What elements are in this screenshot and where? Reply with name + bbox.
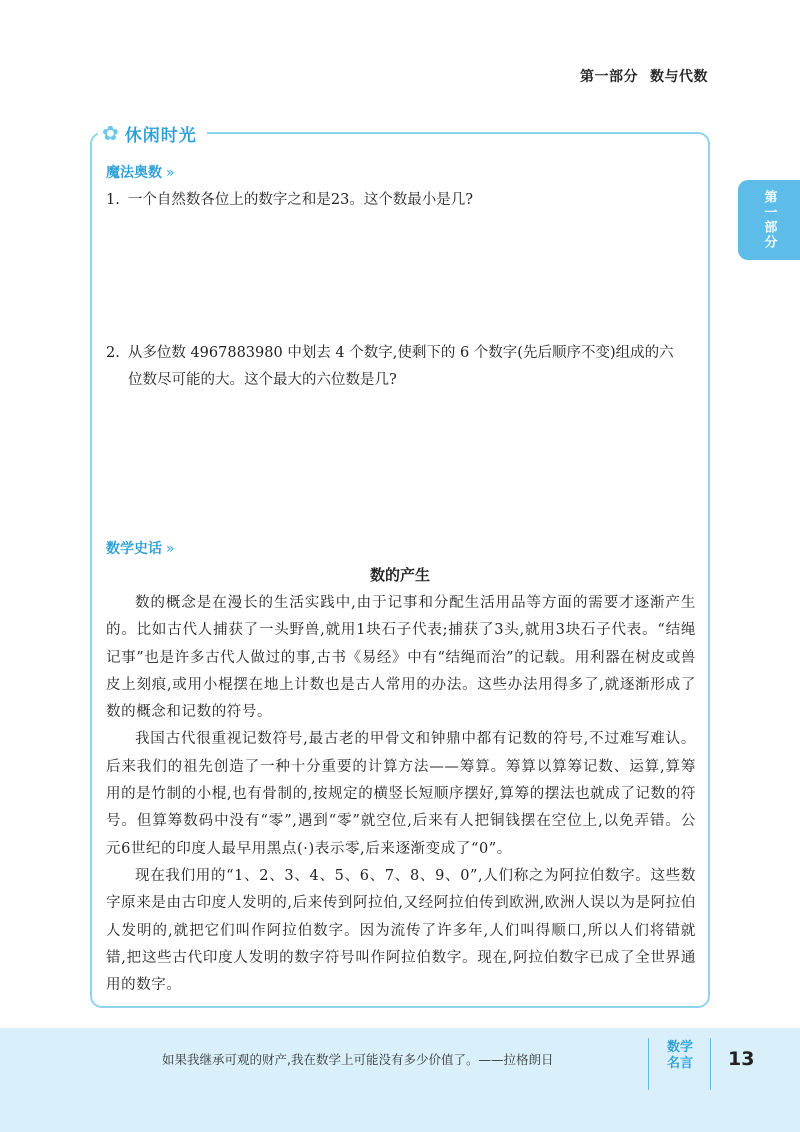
double-chevron-icon: » xyxy=(166,165,175,181)
question-2-number: 2. xyxy=(106,345,120,361)
side-tab[interactable] xyxy=(738,180,800,260)
history-section-title xyxy=(106,538,175,558)
story-title: 数的产生 xyxy=(369,566,430,584)
footer-quote: 如果我继承可观的财产,我在数学上可能没有多少价值了。——拉格朗日 xyxy=(162,1052,554,1067)
question-2-line-1: 从多位数 4967883980 中划去 4 个数字,使剩下的 6 个数字(先后顺序不变)组成的六 xyxy=(127,345,674,361)
story-paragraph-2: 我国古代很重视记数符号,最古老的甲骨文和钟鼎中都有记数的符号,不过难写难认。后来我们的祖先创造了一种十分重要的计算方法——筹算。筹算以算筹记数、运算,算筹用的是竹制的小棍,也有骨制的,按规定的横竖长短顺序摆好,算筹的摆法也就成了记数的符号。但算筹数码中没有“零”,遇到“零”就空位,后来有人把铜钱摆在空位上,以免弄错。公元6世纪的印度人最早用黑点(·)表示零,后来逐渐变成了“0”。 xyxy=(106,731,696,857)
page-footer xyxy=(0,1028,800,1132)
chapter-header xyxy=(580,66,708,86)
question-1 xyxy=(106,187,694,214)
story-paragraph-1: 数的概念是在漫长的生活实践中,由于记事和分配生活用品等方面的需要才逐渐产生的。比如古代人捕获了一头野兽,就用1块石子代表;捕获了3头,就用3块石子代表。“结绳记事”也是许多古代人做过的事,古书《易经》中有“结绳而治”的记载。用利器在树皮或兽皮上刻痕,或用小棍摆在地上计数也是古人常用的办法。这些办法用得多了,就逐渐形成了数的概念和记数的符号。 xyxy=(106,595,696,721)
box-title-text: 休闲时光 xyxy=(124,125,197,146)
box-title xyxy=(98,118,207,148)
flower-icon: ✿ xyxy=(102,121,119,145)
question-1-number: 1. xyxy=(106,192,120,208)
history-title-text: 数学史话 xyxy=(106,541,162,557)
magic-section-title xyxy=(106,162,175,182)
question-1-text: 一个自然数各位上的数字之和是23。这个数最小是几? xyxy=(127,192,474,208)
footer-divider xyxy=(710,1038,711,1090)
page-number: 13 xyxy=(728,1048,755,1070)
story-body xyxy=(106,590,696,999)
footer-tag-line-1: 数学 xyxy=(666,1040,693,1055)
story-paragraph-3: 现在我们用的“1、2、3、4、5、6、7、8、9、0”,人们称之为阿拉伯数字。这些数字原来是由古印度人发明的,后来传到阿拉伯,又经阿拉伯传到欧洲,欧洲人误以为是阿拉伯人发明的,就把它们叫作阿拉伯数字。因为流传了许多年,人们叫得顺口,所以人们将错就错,把这些古代印度人发明的数字符号叫作阿拉伯数字。现在,阿拉伯数字已成了全世界通用的数字。 xyxy=(106,867,696,994)
question-2-line-2: 位数尽可能的大。这个最大的六位数是几? xyxy=(128,372,397,388)
magic-title-text: 魔法奥数 xyxy=(106,165,162,181)
footer-tag xyxy=(660,1040,700,1072)
question-2 xyxy=(106,340,694,394)
footer-divider xyxy=(648,1038,649,1090)
side-tab-label: 第一部分 xyxy=(761,190,777,250)
double-chevron-icon: » xyxy=(166,541,175,557)
footer-tag-line-2: 名言 xyxy=(666,1056,693,1071)
chapter-part: 第一部分 xyxy=(580,69,638,85)
chapter-topic: 数与代数 xyxy=(650,69,708,85)
